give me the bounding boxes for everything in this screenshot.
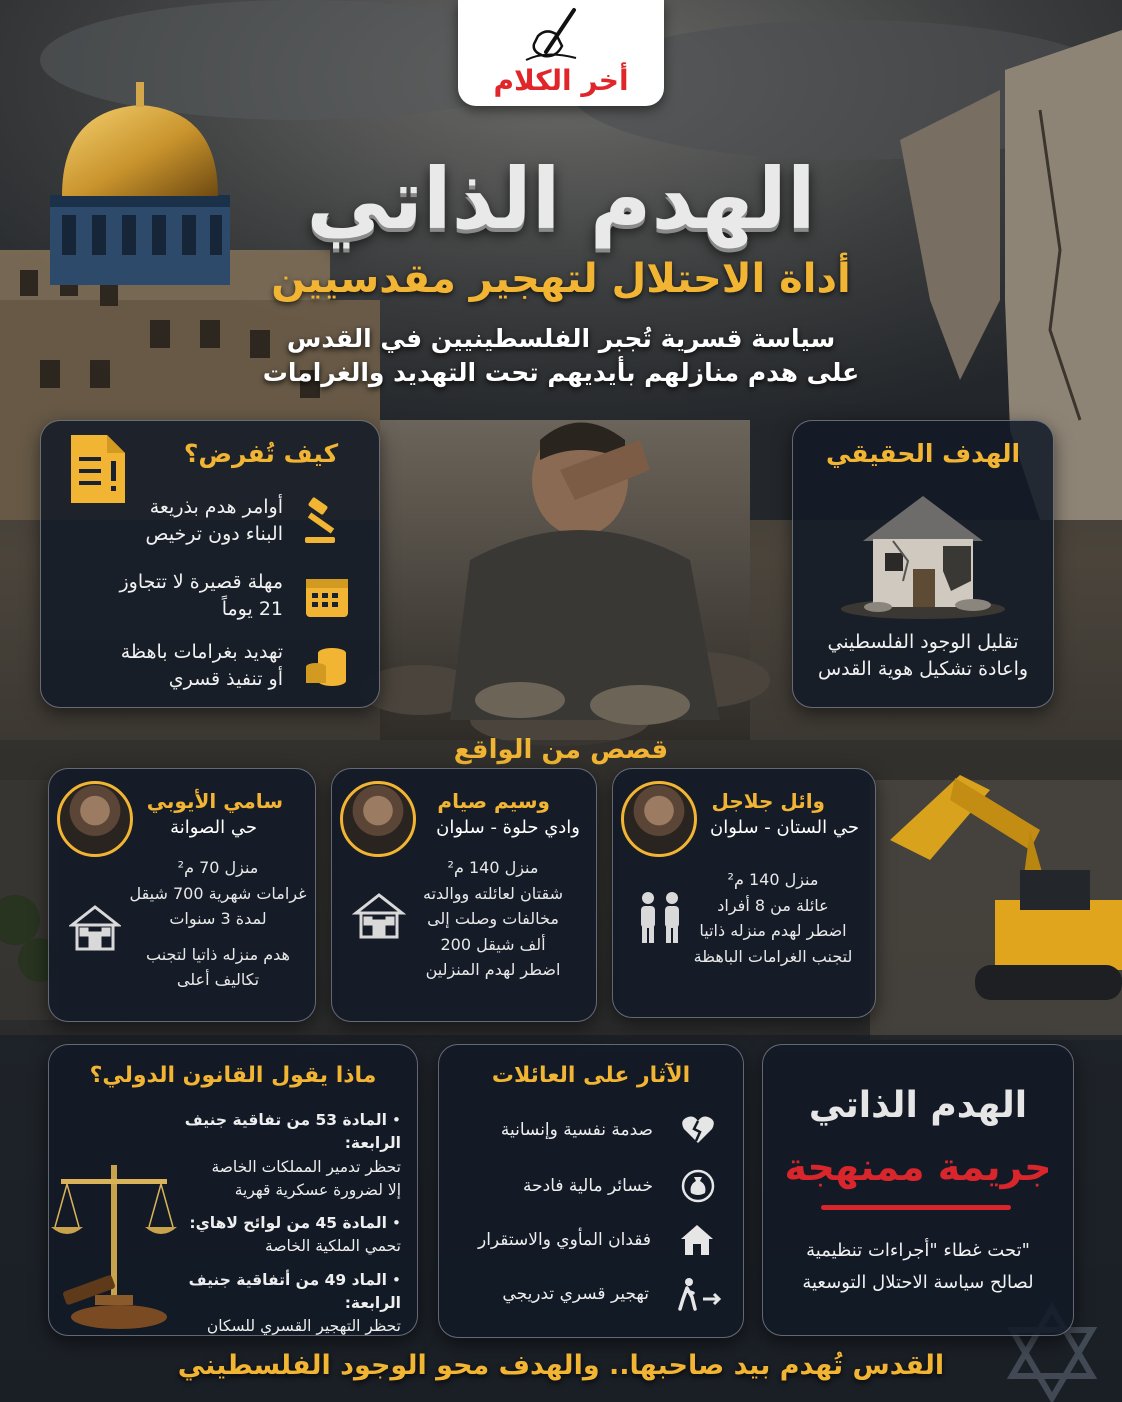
story-details xyxy=(683,867,863,969)
money-bag-icon xyxy=(681,1169,715,1203)
how-imposed-card xyxy=(40,420,380,708)
highlight-accent: جريمة ممنهجة xyxy=(784,1145,1052,1189)
self-demolition-crime-card xyxy=(762,1044,1074,1336)
story-line: عائلة من 8 أفراد xyxy=(717,895,829,915)
how-item-text xyxy=(63,569,283,622)
story-line: لتجنب الغرامات الباهظة xyxy=(693,946,853,966)
story-line: مخالفات وصلت إلى xyxy=(427,909,559,929)
coins-icon xyxy=(297,636,357,696)
highlight-line: لصالح سياسة الاحتلال التوسعية xyxy=(802,1272,1034,1294)
law-item-line: تحظر تدمير المملكات الخاصة xyxy=(211,1157,401,1176)
family-effects-card xyxy=(438,1044,744,1338)
story-line: منزل 140 م² xyxy=(447,858,539,877)
how-item-line: مهلة قصيرة لا تتجاوز xyxy=(119,571,283,594)
story-line: لمدة 3 سنوات xyxy=(169,909,267,929)
highlight-line: تحت غطاء "أجراءات تنظيمية" xyxy=(806,1240,1030,1261)
law-item: • الماد 49 من أتفاقية جنيف الرابعة: تحظر التهجير القسري للسكان xyxy=(153,1269,401,1339)
footer-slogan: القدس تُهدم بيد صاحبها.. والهدف محو الوجود الفلسطيني xyxy=(177,1350,945,1381)
how-item xyxy=(57,491,357,551)
story-name: وائل جلاجل xyxy=(711,789,825,813)
international-law-card xyxy=(48,1044,418,1336)
family-icon xyxy=(635,891,685,949)
law-item-line: تحظر التهجير القسري للسكان xyxy=(206,1317,401,1335)
story-location: حي الستان - سلوان xyxy=(709,817,859,838)
law-item: • المادة 45 من لوائح لاهاي: تحمي الملكية الخاصة xyxy=(153,1212,401,1259)
how-item-line: أوامر هدم بذريعة xyxy=(149,496,283,519)
effects-title: الآثار على العائلات xyxy=(491,1063,691,1088)
effect-item xyxy=(445,1223,715,1257)
page-title: الهدم الذاتي xyxy=(306,150,816,248)
house-icon xyxy=(69,903,121,957)
page-subtitle: أداة الاحتلال لتهجير مقدسيين xyxy=(271,256,851,302)
story-line: شقتان لعائلته ووالدته xyxy=(423,883,563,903)
brand-logo xyxy=(458,0,664,106)
stories-title: قصص من الواقع xyxy=(453,735,669,765)
damaged-house-icon xyxy=(833,481,1013,625)
gavel-icon xyxy=(297,491,357,551)
story-line: تكاليف أعلى xyxy=(176,970,260,990)
story-line: منزل 140 م² xyxy=(727,870,819,889)
pen-hand-icon xyxy=(516,6,606,68)
effect-item xyxy=(445,1115,715,1145)
how-item xyxy=(57,566,357,626)
law-item-head: المادة 53 من تفاقية جنيف الرابعة: xyxy=(184,1111,401,1153)
home-icon xyxy=(679,1223,715,1257)
story-name: سامي الأيوبي xyxy=(146,789,283,813)
avatar xyxy=(57,781,133,857)
effect-item xyxy=(445,1169,715,1203)
how-item-line: البناء دون ترخيص xyxy=(145,523,283,545)
law-item-head: المادة 45 من لوائح لاهاي: xyxy=(189,1214,387,1232)
how-item xyxy=(57,636,357,696)
building-icon xyxy=(352,891,406,945)
effect-label: صدمة نفسية وإنسانية xyxy=(500,1120,653,1140)
highlight-title: الهدم الذاتي xyxy=(808,1085,1028,1126)
real-goal-text xyxy=(793,629,1053,682)
intro-text xyxy=(0,322,1122,390)
story-line: منزل 70 م² xyxy=(177,858,259,877)
how-item-line: أو تنفيذ قسري xyxy=(168,668,283,690)
walking-exit-icon xyxy=(677,1277,723,1311)
law-list xyxy=(153,1109,401,1348)
story-card xyxy=(331,768,597,1022)
highlight-text xyxy=(763,1235,1073,1300)
how-imposed-title: كيف تُفرض؟ xyxy=(183,439,339,468)
story-line: غرامات شهرية 700 شيقل xyxy=(129,883,307,903)
avatar xyxy=(340,781,416,857)
story-details xyxy=(402,855,584,983)
avatar xyxy=(621,781,697,857)
story-line: اضطر لهدم منزله ذاتيا xyxy=(699,921,847,941)
story-line: اضطر لهدم المنزلين xyxy=(425,960,561,980)
effect-label: خسائر مالية فادحة xyxy=(523,1176,653,1196)
law-item-line: تحمي الملكية الخاصة xyxy=(265,1237,401,1256)
how-item-text xyxy=(63,639,283,692)
how-item-line: 21 يوماً xyxy=(221,598,283,620)
story-line: هدم منزله ذاتيا لتجنب xyxy=(146,944,290,964)
law-item-line: إلا لضرورة عسكرية قهرية xyxy=(234,1180,401,1199)
red-underline xyxy=(821,1205,1011,1210)
real-goal-title: الهدف الحقيقي xyxy=(825,439,1021,468)
effect-item xyxy=(453,1277,723,1311)
how-item-text xyxy=(63,494,283,547)
effect-label: تهجير قسري تدريجي xyxy=(502,1284,649,1304)
story-details xyxy=(127,855,309,993)
real-goal-card xyxy=(792,420,1054,708)
real-goal-line: واعادة تشكيل هوية القدس xyxy=(817,657,1029,680)
intro-line: على هدم منازلهم بأيديهم تحت التهديد والغرامات xyxy=(262,357,860,387)
calendar-icon xyxy=(297,566,357,626)
how-item-line: تهديد بغرامات باهظة xyxy=(120,641,283,664)
story-location: حي الصوانة xyxy=(170,817,257,838)
story-location: وادي حلوة - سلوان xyxy=(436,817,580,838)
law-title: ماذا يقول القانون الدولي؟ xyxy=(89,1063,377,1088)
story-line: 200 ألف شيقل xyxy=(440,934,546,954)
broken-heart-icon xyxy=(681,1115,715,1145)
logo-text: أخر الكلام xyxy=(493,64,629,97)
law-item: • المادة 53 من تفاقية جنيف الرابعة: تحظر تدمير المملكات الخاصة إلا لضرورة عسكرية قهرية xyxy=(153,1109,401,1202)
story-card xyxy=(48,768,316,1022)
story-name: وسيم صيام xyxy=(437,789,550,813)
effect-label: فقدان المأوي والاستقرار xyxy=(477,1230,651,1250)
story-card xyxy=(612,768,876,1018)
intro-line: سياسة قسرية تُجبر الفلسطينيين في القدس xyxy=(286,324,836,353)
law-item-head: الماد 49 من أتفاقية جنيف الرابعة: xyxy=(188,1270,401,1312)
real-goal-line: تقليل الوجود الفلسطيني xyxy=(827,631,1019,653)
